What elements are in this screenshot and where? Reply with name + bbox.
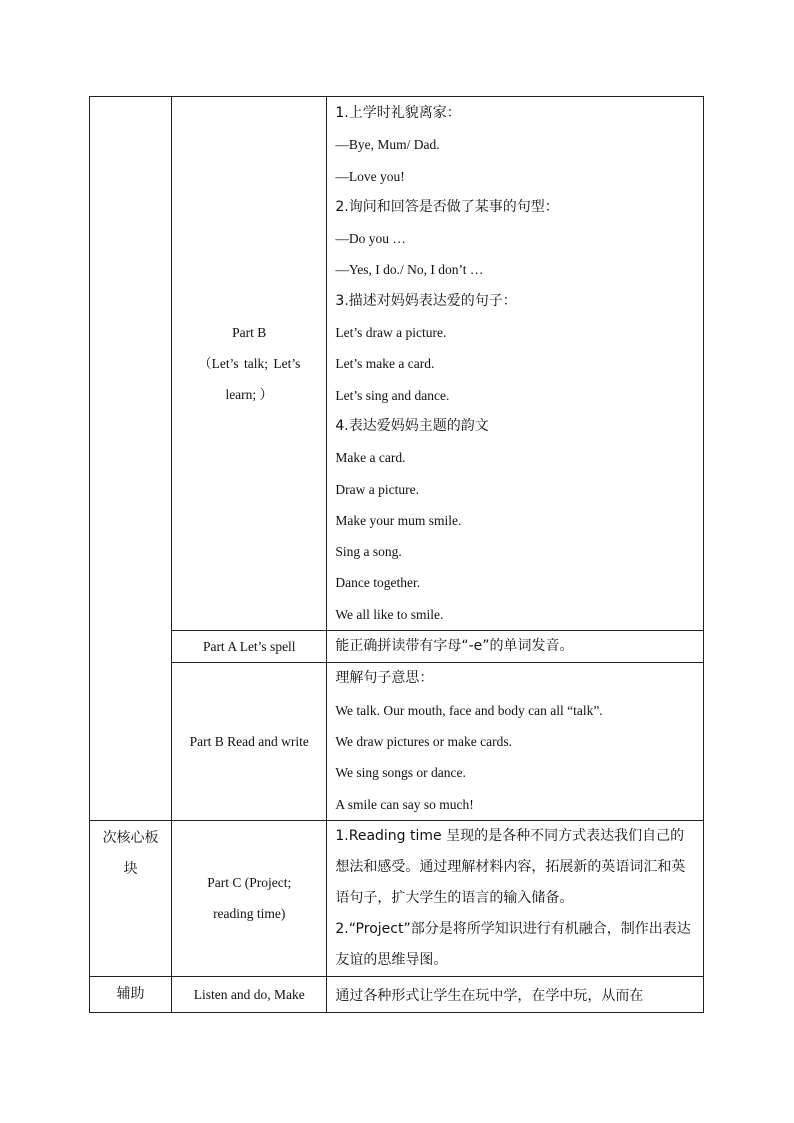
content-cell [327,631,704,663]
content-paragraph: 1.Reading time 呈现的是各种不同方式表达我们自己的想法和感受。通过理解材料内容，拓展新的英语词汇和英语句子，扩大学生的语言的输入储备。 [335,827,686,906]
content-line: 1.上学时礼貌离家： [335,105,461,121]
content-cell [327,976,704,1012]
content-line: Dance together. [335,575,421,591]
table-row [90,97,704,631]
content-line: Sing a song. [335,544,402,560]
category-cell [90,976,172,1012]
table-row [90,976,704,1012]
content-line: —Bye, Mum/ Dad. [335,137,440,153]
content-paragraph: 2.“Project”部分是将所学知识进行有机融合，制作出表达友谊的思维导图。 [335,920,691,968]
section-label: Part B Read and write [189,733,309,749]
table-row [90,663,704,820]
content-line: Draw a picture. [335,481,419,497]
category-label: 次核心板块 [102,829,159,877]
section-label-cell [172,820,327,976]
section-label: reading time) [213,906,286,922]
content-cell [327,663,704,820]
section-label-cell [172,631,327,663]
section-label: Part A Let’s spell [202,639,296,655]
category-label: 辅助 [116,985,145,1002]
content-line: —Do you … [335,231,406,247]
section-label-cell [172,976,327,1012]
category-cell [90,820,172,976]
content-line: Make a card. [335,450,406,466]
category-cell [90,97,172,821]
table-row [90,631,704,663]
content-line: 通过各种形式让学生在玩中学，在学中玩，从而在 [335,987,644,1004]
content-line: Let’s draw a picture. [335,325,447,341]
content-line: —Yes, I do./ No, I don’t … [335,262,484,278]
content-cell [327,97,704,631]
content-cell [327,820,704,976]
content-line: 能正确拼读带有字母“-e”的单词发音。 [335,638,574,655]
table-row [90,820,704,976]
content-line: 3.描述对妈妈表达爱的句子： [335,292,517,309]
content-line: We draw pictures or make cards. [335,733,512,749]
content-line: We all like to smile. [335,606,444,622]
lesson-plan-table [89,96,704,1013]
content-line: 理解句子意思： [335,670,434,687]
content-line: We talk. Our mouth, face and body can all “talk”. [335,702,603,718]
content-line: Make your mum smile. [335,512,462,528]
section-label-cell [172,663,327,820]
content-line: 2.询问和回答是否做了某事的句型： [335,198,559,215]
content-line: Let’s make a card. [335,356,435,372]
section-label: （Let’s talk; Let’s [198,355,301,371]
section-label: Part C (Project; [207,875,292,891]
content-line: 4.表达爱妈妈主题的韵文 [335,417,489,434]
section-label: Listen and do, Make [193,986,305,1002]
content-line: We sing songs or dance. [335,765,466,781]
section-label: learn; ） [225,387,274,403]
section-label-cell [172,97,327,631]
content-line: Let’s sing and dance. [335,387,450,403]
content-line: A smile can say so much! [335,796,474,812]
section-label: Part B [232,324,267,340]
content-line: —Love you! [335,168,405,184]
